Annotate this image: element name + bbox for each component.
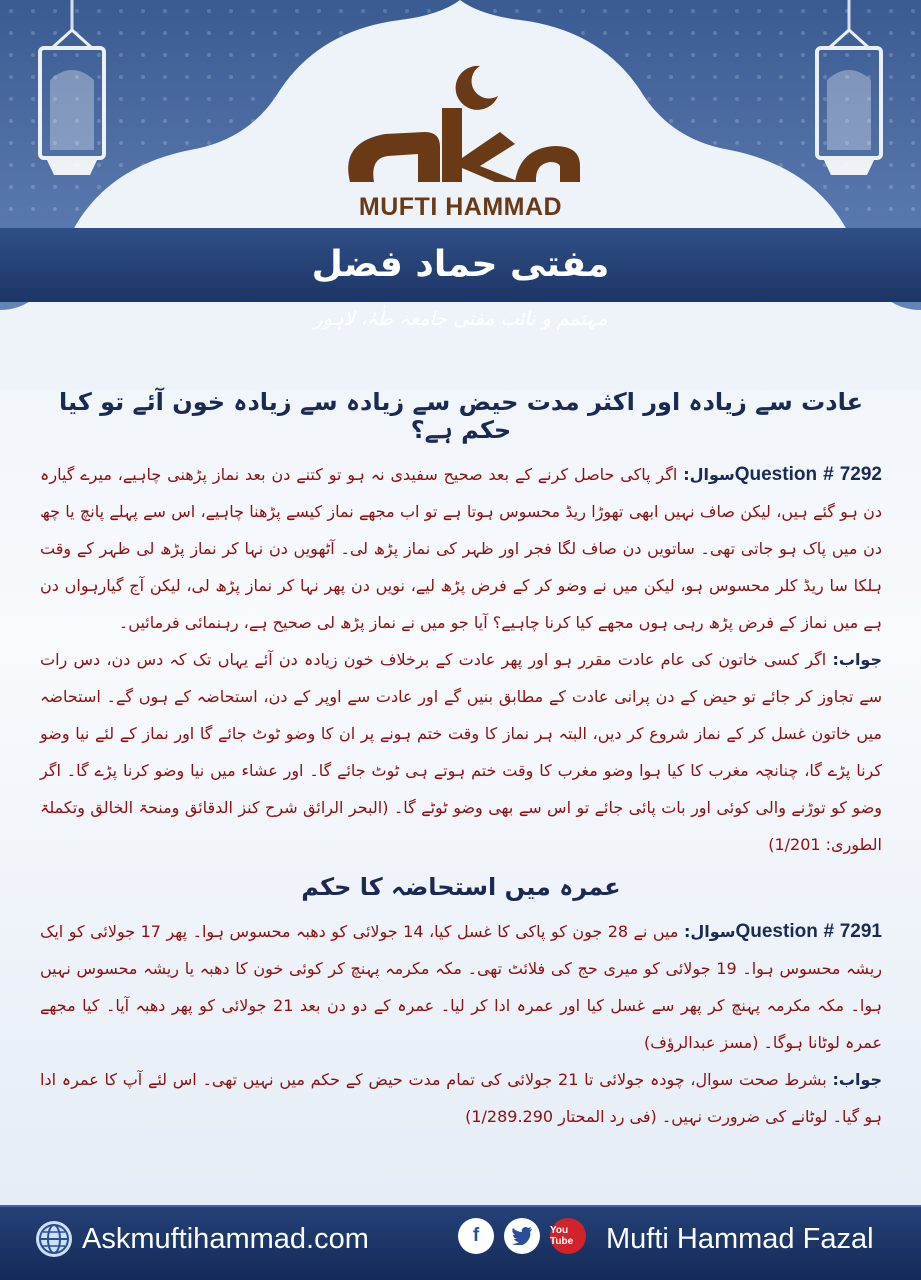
fatwa2-answer-label: جواب: (832, 1070, 883, 1089)
fatwa2-title: عمرہ میں استحاضہ کا حکم (301, 873, 621, 901)
fatwa1-question (40, 456, 882, 641)
page-title: مفتی حماد فضل (311, 244, 610, 285)
fatwa2-answer-text: بشرط صحت سوال، چودہ جولائی تا 21 جولائی کی تمام مدت حیض کے حکم میں نہیں تھی۔ اس لئے آپ کا عمرہ ادا ہو گیا۔ لوٹانے کی ضرورت نہیں۔ (فی رد المحتار 1/289.290) (40, 1070, 882, 1126)
globe-icon (36, 1221, 72, 1257)
fatwa1-answer-label: جواب: (832, 650, 882, 669)
fatwa2-question-label: سوال: (683, 922, 736, 941)
fatwa1-question-number: Question # 7292 (734, 464, 882, 485)
logo-subtitle: MUFTI HAMMAD (358, 193, 563, 221)
fatwa2-answer (40, 1061, 882, 1135)
fatwa1-answer (40, 641, 882, 863)
fatwa1-question-text: اگر پاکی حاصل کرنے کے بعد صحیح سفیدی نہ ہو تو کتنے دن بعد نماز پڑھنی چاہیے، میرے گیارہ دن ہو گئے ہیں، لیکن صاف نہیں ابھی تھوڑا ریڈ محسوس ہوتا ہے تو اب مجھے نماز کیسے پڑھنا چاہیے، اس سے پہلے پانچ یا چھ دن میں پاک ہو جاتی تھی۔ ساتویں دن صاف لگا فجر اور ظہر کی نماز پڑھ لی۔ آٹھویں دن نہا کر نماز پڑھ لی ظہر کے وقت ہلکا سا ریڈ کلر محسوس ہو، لیکن میں نے وضو کر کے فرض پڑھ لیے، نویں دن پھر نہا کر نماز پڑھ لی، لیکن آج گیارہواں دن ہے میں نماز کے فرض پڑھ رہی ہوں مجھے کیا کرنا چاہیے؟ آیا جو میں نے نماز پڑھ لی صحیح ہے، رہنمائی فرمائیں۔ (40, 465, 883, 632)
askmufti-logo-icon (330, 62, 590, 202)
facebook-icon[interactable]: f (458, 1218, 494, 1254)
website-link[interactable] (36, 1219, 369, 1259)
page-subtitle: مہتمم و نائب مفتی جامعہ طٰہٰ، لاہور (313, 308, 608, 330)
header (0, 0, 921, 360)
website-text: Askmuftihammad.com (82, 1222, 369, 1255)
youtube-icon[interactable]: You Tube (550, 1218, 586, 1254)
fatwa-content (40, 388, 882, 1135)
title-banner (0, 228, 921, 302)
fatwa1-question-label: سوال: (683, 465, 735, 484)
author-name: Mufti Hammad Fazal (606, 1223, 874, 1255)
fatwa2-question (40, 913, 882, 1061)
twitter-icon[interactable] (504, 1218, 540, 1254)
fatwa1-answer-text: اگر کسی خاتون کی عام عادت مقرر ہو اور پھر عادت کے برخلاف خون زیادہ دن آئے یہاں تک کہ دس دن، دس رات سے تجاوز کر جائے تو حیض کے دن پرانی عادت کے مطابق بنیں گے اور عادت سے اوپر کے دن، استحاضہ کے ہوں گے۔ استحاضہ میں خاتون غسل کر کے نماز شروع کر دیں، البتہ ہر نماز کا وقت ختم ہونے پر ان کا وضو ٹوٹ جائے گا اور نماز کے لئے نیا وضو کرنا پڑے گا، چنانچہ مغرب کا کیا ہوا وضو مغرب کا وقت ختم ہوتے ہی ٹوٹ جائے گا۔ اور عشاء میں نیا وضو کرنا پڑے گا۔ اگر وضو کو توڑنے والی کوئی اور بات پائی جائے تو اس سے بھی وضو ٹوٹے گا۔ (البحر الرائق شرح کنز الدقائق ومنحۃ الخالق وتکملۃ الطوری: 1/201) (40, 650, 882, 854)
fatwa1-title: عادت سے زیادہ اور اکثر مدت حیض سے زیادہ سے زیادہ خون آئے تو کیا حکم ہے؟ (59, 388, 863, 444)
fatwa2-question-number: Question # 7291 (735, 921, 882, 942)
fatwa2-question-text: میں نے 28 جون کو پاکی کا غسل کیا، 14 جولائی کو دھبہ محسوس ہوا۔ پھر 17 جولائی کو ایک ریشہ محسوس ہوا۔ 19 جولائی کو میری حج کی فلائٹ تھی۔ مکہ مکرمہ پہنچ کر کوئی خون کا دھبہ یا ریشہ محسوس نہیں ہوا۔ مکہ مکرمہ پہنچ کر پھر سے غسل کیا اور عمرہ ادا کر لیا۔ عمرہ کے دو دن بعد 21 جولائی کو پھر دھبہ آیا۔ کیا مجھے عمرہ لوٹانا ہوگا۔ (مسز عبدالرؤف) (40, 922, 883, 1052)
social-links (458, 1218, 586, 1254)
